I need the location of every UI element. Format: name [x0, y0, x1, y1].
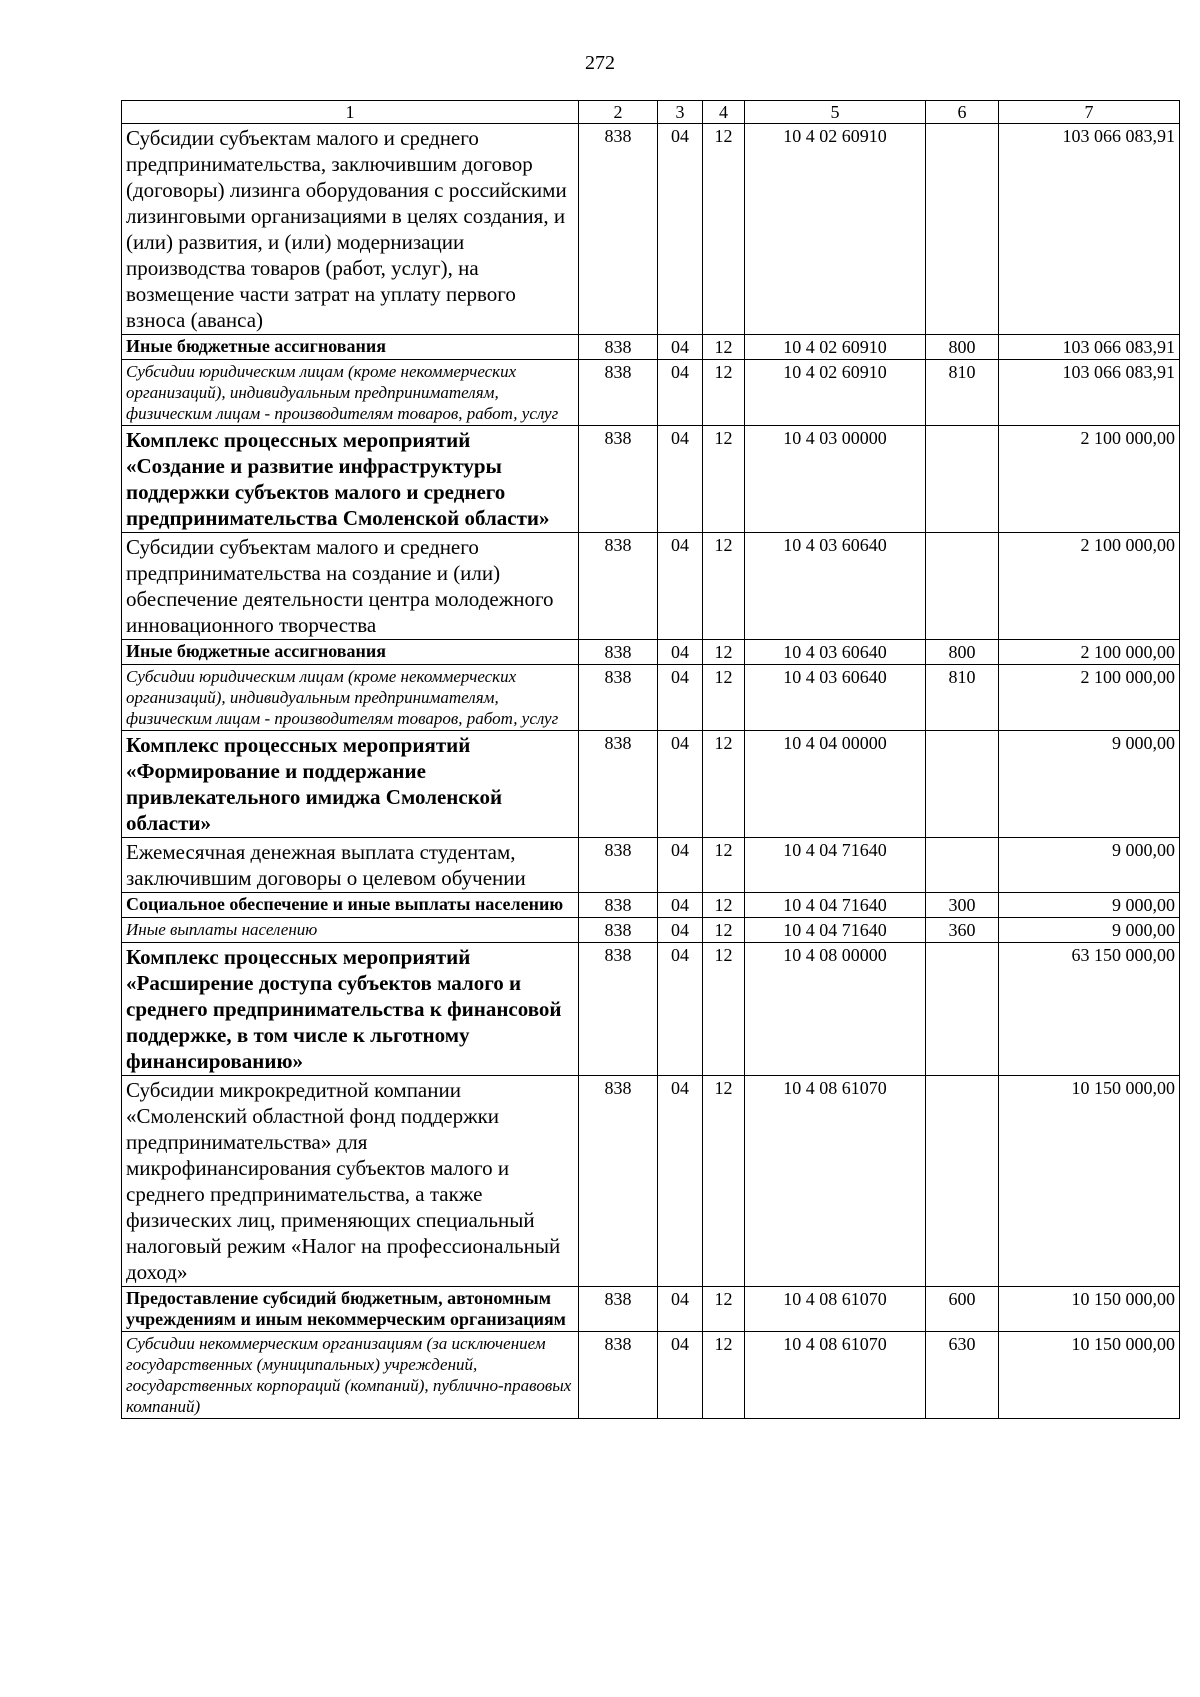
row-name-cell: Субсидии юридическим лицам (кроме некоммерческих организаций), индивидуальным предпринимателям, физическим лицам - производителям товаров, работ, услуг	[122, 360, 579, 426]
table-row	[122, 1332, 1180, 1419]
row-name-cell: Иные бюджетные ассигнования	[122, 335, 579, 360]
subsection-cell: 12	[703, 533, 745, 640]
row-name-cell: Комплекс процессных мероприятий «Расширение доступа субъектов малого и среднего предпринимательства к финансовой поддержке, в том числе к льготному финансированию»	[122, 943, 579, 1076]
section-cell: 04	[658, 918, 703, 943]
section-cell: 04	[658, 1332, 703, 1419]
amount-cell: 10 150 000,00	[999, 1287, 1180, 1332]
header-cell: 4	[703, 101, 745, 124]
target-article-cell: 10 4 03 00000	[745, 426, 926, 533]
amount-cell: 10 150 000,00	[999, 1076, 1180, 1287]
target-article-cell: 10 4 04 71640	[745, 893, 926, 918]
row-name-cell: Комплекс процессных мероприятий «Формирование и поддержание привлекательного имиджа Смоленской области»	[122, 731, 579, 838]
section-cell: 04	[658, 665, 703, 731]
expense-type-cell	[926, 731, 999, 838]
row-name-cell: Субсидии некоммерческим организациям (за исключением государственных (муниципальных) учреждений, государственных корпораций (компаний), публично-правовых компаний)	[122, 1332, 579, 1419]
table-row	[122, 360, 1180, 426]
target-article-cell: 10 4 02 60910	[745, 335, 926, 360]
expense-type-cell	[926, 533, 999, 640]
subsection-cell: 12	[703, 943, 745, 1076]
section-cell: 04	[658, 533, 703, 640]
expense-type-cell	[926, 426, 999, 533]
admin-code-cell: 838	[579, 426, 658, 533]
section-cell: 04	[658, 1287, 703, 1332]
expense-type-cell: 630	[926, 1332, 999, 1419]
table-row	[122, 640, 1180, 665]
header-cell: 2	[579, 101, 658, 124]
table-row	[122, 1076, 1180, 1287]
admin-code-cell: 838	[579, 918, 658, 943]
admin-code-cell: 838	[579, 893, 658, 918]
admin-code-cell: 838	[579, 731, 658, 838]
table-row	[122, 893, 1180, 918]
amount-cell: 2 100 000,00	[999, 640, 1180, 665]
expense-type-cell: 810	[926, 665, 999, 731]
admin-code-cell: 838	[579, 943, 658, 1076]
row-name-cell: Ежемесячная денежная выплата студентам, заключившим договоры о целевом обучении	[122, 838, 579, 893]
admin-code-cell: 838	[579, 533, 658, 640]
amount-cell: 10 150 000,00	[999, 1332, 1180, 1419]
amount-cell: 103 066 083,91	[999, 335, 1180, 360]
amount-cell: 9 000,00	[999, 918, 1180, 943]
target-article-cell: 10 4 03 60640	[745, 665, 926, 731]
section-cell: 04	[658, 731, 703, 838]
expense-type-cell: 800	[926, 640, 999, 665]
row-name-cell: Иные бюджетные ассигнования	[122, 640, 579, 665]
table-row	[122, 665, 1180, 731]
section-cell: 04	[658, 640, 703, 665]
table-row	[122, 426, 1180, 533]
row-name-cell: Субсидии микрокредитной компании «Смоленский областной фонд поддержки предпринимательства» для микрофинансирования субъектов малого и среднего предпринимательства, а также физических лиц, применяющих специальный налоговый режим «Налог на профессиональный доход»	[122, 1076, 579, 1287]
row-name-cell: Предоставление субсидий бюджетным, автономным учреждениям и иным некоммерческим организациям	[122, 1287, 579, 1332]
budget-table	[121, 100, 1180, 1419]
subsection-cell: 12	[703, 335, 745, 360]
admin-code-cell: 838	[579, 1287, 658, 1332]
subsection-cell: 12	[703, 731, 745, 838]
target-article-cell: 10 4 02 60910	[745, 124, 926, 335]
table-header-row	[122, 101, 1180, 124]
amount-cell: 9 000,00	[999, 731, 1180, 838]
subsection-cell: 12	[703, 124, 745, 335]
amount-cell: 2 100 000,00	[999, 533, 1180, 640]
target-article-cell: 10 4 04 71640	[745, 838, 926, 893]
amount-cell: 63 150 000,00	[999, 943, 1180, 1076]
expense-type-cell: 360	[926, 918, 999, 943]
target-article-cell: 10 4 02 60910	[745, 360, 926, 426]
amount-cell: 103 066 083,91	[999, 124, 1180, 335]
table-row	[122, 731, 1180, 838]
section-cell: 04	[658, 943, 703, 1076]
subsection-cell: 12	[703, 426, 745, 533]
subsection-cell: 12	[703, 640, 745, 665]
target-article-cell: 10 4 04 00000	[745, 731, 926, 838]
table-row	[122, 943, 1180, 1076]
expense-type-cell	[926, 838, 999, 893]
target-article-cell: 10 4 03 60640	[745, 640, 926, 665]
table-row	[122, 335, 1180, 360]
expense-type-cell: 810	[926, 360, 999, 426]
section-cell: 04	[658, 1076, 703, 1287]
target-article-cell: 10 4 08 61070	[745, 1076, 926, 1287]
row-name-cell: Социальное обеспечение и иные выплаты населению	[122, 893, 579, 918]
target-article-cell: 10 4 04 71640	[745, 918, 926, 943]
page-number: 272	[585, 52, 615, 74]
target-article-cell: 10 4 03 60640	[745, 533, 926, 640]
admin-code-cell: 838	[579, 335, 658, 360]
expense-type-cell: 600	[926, 1287, 999, 1332]
header-cell: 5	[745, 101, 926, 124]
section-cell: 04	[658, 426, 703, 533]
row-name-cell: Субсидии юридическим лицам (кроме некоммерческих организаций), индивидуальным предпринимателям, физическим лицам - производителям товаров, работ, услуг	[122, 665, 579, 731]
subsection-cell: 12	[703, 838, 745, 893]
amount-cell: 103 066 083,91	[999, 360, 1180, 426]
subsection-cell: 12	[703, 360, 745, 426]
admin-code-cell: 838	[579, 1332, 658, 1419]
table-row	[122, 533, 1180, 640]
target-article-cell: 10 4 08 61070	[745, 1332, 926, 1419]
header-cell: 1	[122, 101, 579, 124]
row-name-cell: Иные выплаты населению	[122, 918, 579, 943]
amount-cell: 2 100 000,00	[999, 426, 1180, 533]
subsection-cell: 12	[703, 918, 745, 943]
row-name-cell: Субсидии субъектам малого и среднего предпринимательства на создание и (или) обеспечение деятельности центра молодежного инновационного творчества	[122, 533, 579, 640]
table-row	[122, 918, 1180, 943]
target-article-cell: 10 4 08 61070	[745, 1287, 926, 1332]
section-cell: 04	[658, 838, 703, 893]
expense-type-cell: 800	[926, 335, 999, 360]
row-name-cell: Комплекс процессных мероприятий «Создание и развитие инфраструктуры поддержки субъектов малого и среднего предпринимательства Смоленской области»	[122, 426, 579, 533]
target-article-cell: 10 4 08 00000	[745, 943, 926, 1076]
subsection-cell: 12	[703, 893, 745, 918]
expense-type-cell: 300	[926, 893, 999, 918]
subsection-cell: 12	[703, 1332, 745, 1419]
table-row	[122, 124, 1180, 335]
admin-code-cell: 838	[579, 124, 658, 335]
header-cell: 6	[926, 101, 999, 124]
admin-code-cell: 838	[579, 665, 658, 731]
amount-cell: 9 000,00	[999, 893, 1180, 918]
expense-type-cell	[926, 943, 999, 1076]
section-cell: 04	[658, 335, 703, 360]
subsection-cell: 12	[703, 1076, 745, 1287]
admin-code-cell: 838	[579, 640, 658, 665]
admin-code-cell: 838	[579, 838, 658, 893]
subsection-cell: 12	[703, 1287, 745, 1332]
admin-code-cell: 838	[579, 1076, 658, 1287]
section-cell: 04	[658, 893, 703, 918]
subsection-cell: 12	[703, 665, 745, 731]
section-cell: 04	[658, 124, 703, 335]
amount-cell: 2 100 000,00	[999, 665, 1180, 731]
section-cell: 04	[658, 360, 703, 426]
header-cell: 3	[658, 101, 703, 124]
header-cell: 7	[999, 101, 1180, 124]
admin-code-cell: 838	[579, 360, 658, 426]
amount-cell: 9 000,00	[999, 838, 1180, 893]
expense-type-cell	[926, 1076, 999, 1287]
row-name-cell: Субсидии субъектам малого и среднего предпринимательства, заключившим договор (договоры) лизинга оборудования с российскими лизинговыми организациями в целях создания, и (или) развития, и (или) модернизации производства товаров (работ, услуг), на возмещение части затрат на уплату первого взноса (аванса)	[122, 124, 579, 335]
expense-type-cell	[926, 124, 999, 335]
table-row	[122, 838, 1180, 893]
table-row	[122, 1287, 1180, 1332]
